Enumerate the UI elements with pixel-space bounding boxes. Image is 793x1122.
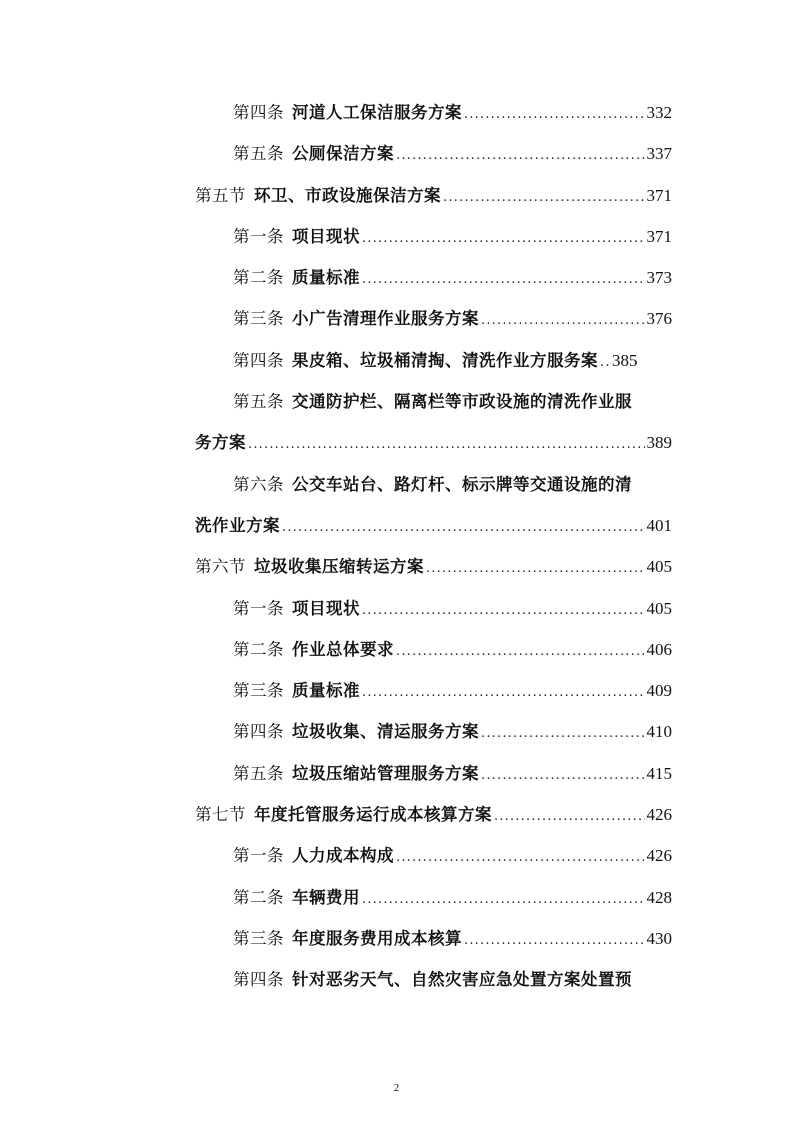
leader-dots bbox=[362, 879, 645, 920]
toc-entry-label: 第四条 bbox=[233, 103, 284, 122]
toc-section-entry[interactable] bbox=[195, 175, 672, 216]
leader-dots bbox=[362, 259, 645, 300]
toc-entry-label: 第六节 bbox=[195, 557, 246, 577]
leader-dots bbox=[481, 300, 645, 341]
leader-dots bbox=[481, 755, 645, 796]
toc-section-entry[interactable] bbox=[195, 546, 672, 587]
leader-dots bbox=[426, 548, 645, 589]
leader-dots bbox=[396, 135, 645, 176]
leader-dots bbox=[600, 342, 610, 383]
toc-entry-title: 车辆费用 bbox=[292, 887, 360, 907]
toc-entry-label: 第一条 bbox=[233, 846, 284, 866]
toc-entry-label: 第四条 bbox=[233, 722, 284, 742]
toc-entry[interactable] bbox=[195, 340, 672, 381]
toc-entry-label: 第三条 bbox=[233, 928, 284, 948]
toc-entry-continuation[interactable] bbox=[195, 505, 672, 546]
toc-entry-label: 第四条 bbox=[233, 970, 284, 990]
toc-entry[interactable] bbox=[195, 92, 672, 133]
toc-entry-label: 第五条 bbox=[233, 392, 284, 412]
toc-entry-page: 405 bbox=[646, 557, 672, 577]
toc-entry-page: 373 bbox=[646, 268, 672, 288]
toc-entry-title: 质量标准 bbox=[292, 681, 360, 701]
leader-dots bbox=[443, 177, 645, 218]
toc-entry-title: 项目现状 bbox=[292, 598, 360, 618]
toc-entry[interactable] bbox=[195, 753, 672, 794]
toc-entry-label: 第五节 bbox=[195, 185, 246, 205]
toc-entry[interactable] bbox=[195, 298, 672, 339]
toc-entry-page: 409 bbox=[646, 681, 672, 701]
toc-entry-label: 第四条 bbox=[233, 350, 284, 370]
toc-entry-page: 376 bbox=[646, 309, 672, 329]
toc-entry-title: 小广告清理作业服务方案 bbox=[292, 309, 479, 329]
toc-entry[interactable] bbox=[195, 877, 672, 918]
toc-entry-label: 第五条 bbox=[233, 763, 284, 783]
toc-entry-page: 426 bbox=[646, 846, 672, 866]
toc-entry-page: 389 bbox=[646, 433, 672, 453]
toc-entry-page: 385 bbox=[612, 350, 638, 370]
toc-entry-label: 第三条 bbox=[233, 309, 284, 329]
toc-entry-continuation[interactable] bbox=[195, 422, 672, 463]
leader-dots bbox=[464, 94, 645, 135]
leader-dots bbox=[481, 713, 645, 754]
toc-entry[interactable] bbox=[195, 133, 672, 174]
toc-entry-page: 401 bbox=[646, 515, 672, 535]
toc-entry-title: 垃圾收集压缩转运方案 bbox=[254, 557, 424, 577]
toc-entry-title: 公厕保洁方案 bbox=[292, 144, 394, 164]
leader-dots bbox=[396, 631, 645, 672]
toc-entry-page: 371 bbox=[646, 185, 672, 205]
toc-entry[interactable] bbox=[195, 588, 672, 629]
toc-entry-label: 第二条 bbox=[233, 268, 284, 288]
toc-entry-page: 406 bbox=[646, 639, 672, 659]
toc-entry-page: 405 bbox=[646, 598, 672, 618]
toc-entry-page: 428 bbox=[646, 887, 672, 907]
toc-entry-title: 项目现状 bbox=[292, 226, 360, 246]
toc-entry-title: 年度服务费用成本核算 bbox=[292, 928, 462, 948]
toc-entry-label: 第二条 bbox=[233, 639, 284, 659]
toc-entry-label: 第一条 bbox=[233, 598, 284, 618]
toc-entry-title: 年度托管服务运行成本核算方案 bbox=[254, 805, 492, 825]
toc-entry-label: 第七节 bbox=[195, 805, 246, 825]
toc-entry-title: 垃圾压缩站管理服务方案 bbox=[292, 763, 479, 783]
toc-entry[interactable] bbox=[195, 381, 672, 422]
toc-entry-page: 415 bbox=[646, 763, 672, 783]
toc-entry[interactable] bbox=[195, 711, 672, 752]
toc-entry[interactable] bbox=[195, 629, 672, 670]
toc-entry[interactable] bbox=[195, 670, 672, 711]
leader-dots bbox=[362, 590, 645, 631]
toc-entry-title: 质量标准 bbox=[292, 268, 360, 288]
toc-entry[interactable] bbox=[195, 257, 672, 298]
toc-entry[interactable] bbox=[195, 959, 672, 1000]
toc-entry-title: 公交车站台、路灯杆、标示牌等交通设施的清 bbox=[292, 474, 632, 494]
toc-entry-title-continuation: 务方案 bbox=[195, 433, 246, 453]
page-number: 2 bbox=[393, 1082, 400, 1094]
leader-dots bbox=[396, 837, 645, 878]
toc-entry-page: 337 bbox=[646, 144, 672, 164]
toc-entry-page: 430 bbox=[646, 928, 672, 948]
toc-entry-title: 环卫、市政设施保洁方案 bbox=[254, 185, 441, 205]
toc-entry-title: 交通防护栏、隔离栏等市政设施的清洗作业服 bbox=[292, 392, 632, 412]
leader-dots bbox=[282, 507, 645, 548]
toc-section-entry[interactable] bbox=[195, 794, 672, 835]
toc-entry-label: 第三条 bbox=[233, 681, 284, 701]
toc-entry-page: 332 bbox=[646, 103, 672, 122]
toc-entry-label: 第二条 bbox=[233, 887, 284, 907]
leader-dots bbox=[362, 218, 645, 259]
toc-entry-page: 371 bbox=[646, 226, 672, 246]
leader-dots bbox=[248, 424, 645, 465]
toc-entry-title: 果皮箱、垃圾桶清掏、清洗作业方服务案 bbox=[292, 350, 598, 370]
toc-entry-label: 第一条 bbox=[233, 226, 284, 246]
toc-entry[interactable] bbox=[195, 216, 672, 257]
toc-entry[interactable] bbox=[195, 918, 672, 959]
toc-entry[interactable] bbox=[195, 835, 672, 876]
toc-entry-label: 第六条 bbox=[233, 474, 284, 494]
toc-entry-title: 垃圾收集、清运服务方案 bbox=[292, 722, 479, 742]
leader-dots bbox=[362, 672, 645, 713]
toc-entry-title: 河道人工保洁服务方案 bbox=[292, 103, 462, 122]
table-of-contents bbox=[195, 92, 672, 1001]
leader-dots bbox=[464, 920, 645, 961]
toc-entry[interactable] bbox=[195, 464, 672, 505]
toc-entry-title: 作业总体要求 bbox=[292, 639, 394, 659]
toc-entry-title: 针对恶劣天气、自然灾害应急处置方案处置预 bbox=[292, 970, 632, 990]
toc-entry-page: 410 bbox=[646, 722, 672, 742]
toc-entry-label: 第五条 bbox=[233, 144, 284, 164]
leader-dots bbox=[494, 796, 645, 837]
toc-entry-page: 426 bbox=[646, 805, 672, 825]
toc-entry-title-continuation: 洗作业方案 bbox=[195, 515, 280, 535]
toc-entry-title: 人力成本构成 bbox=[292, 846, 394, 866]
